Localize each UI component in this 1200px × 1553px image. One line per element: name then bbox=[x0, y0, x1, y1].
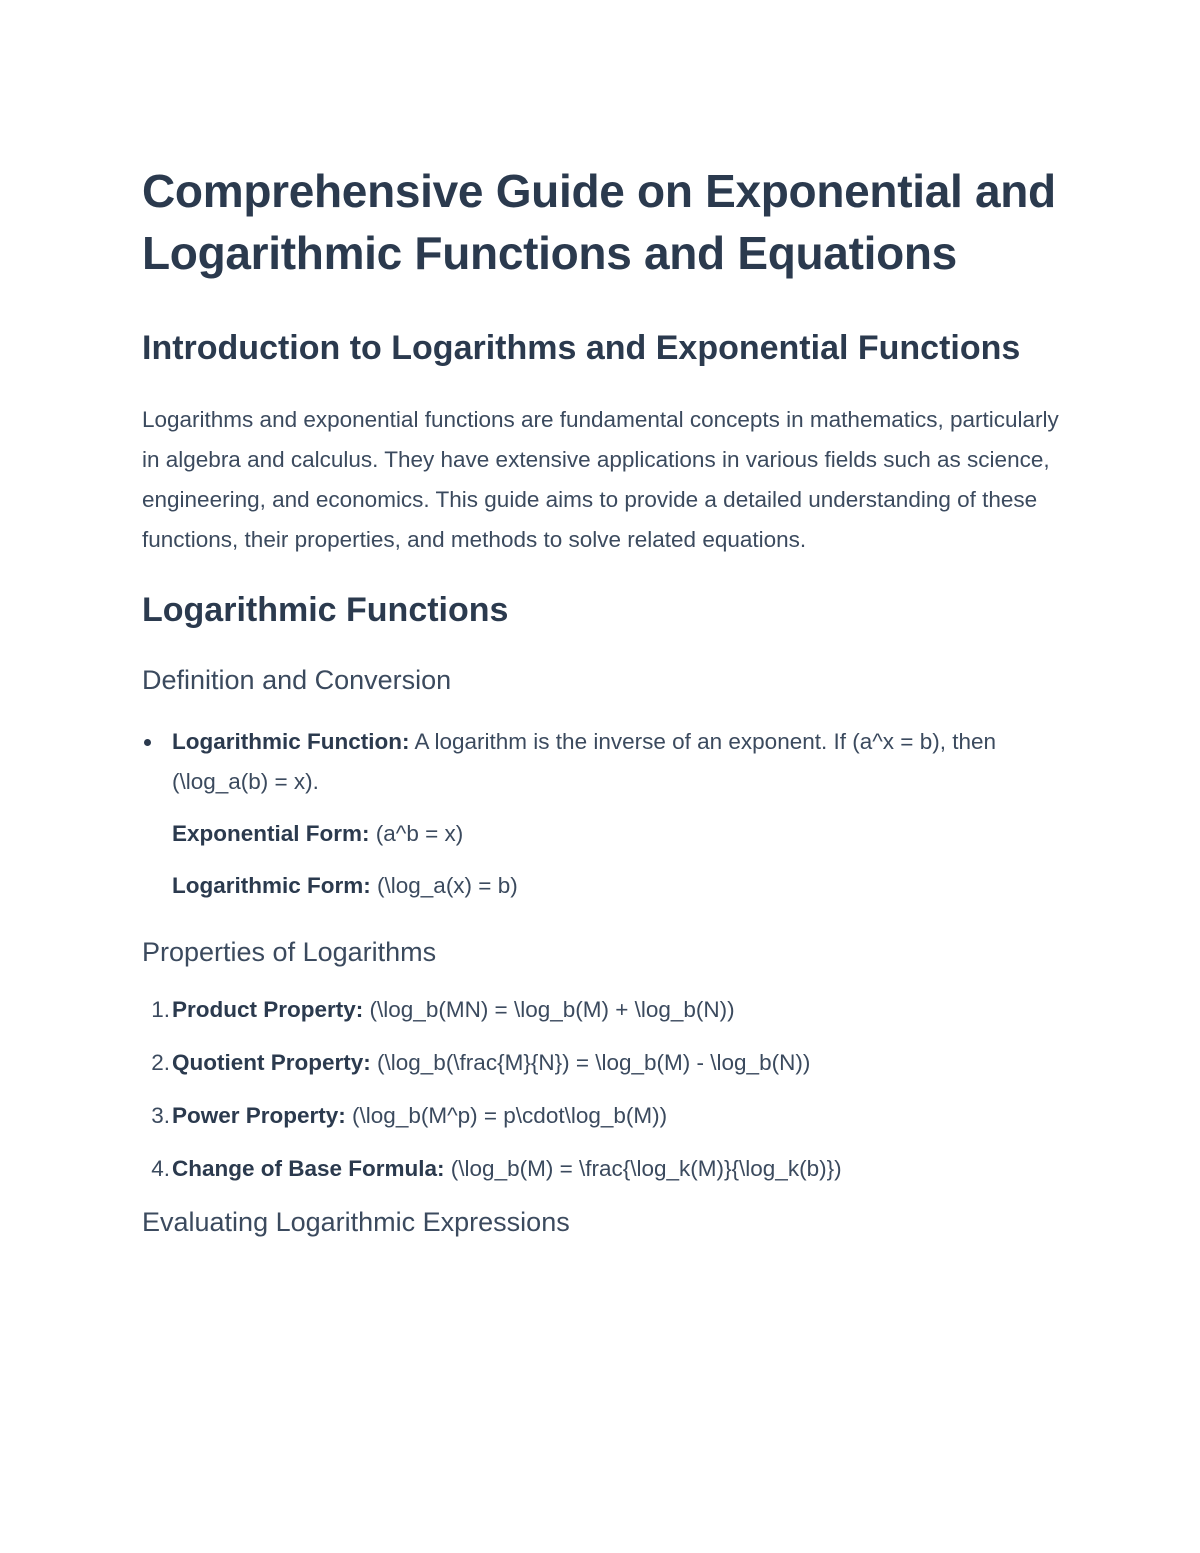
power-property-label: Power Property: bbox=[172, 1103, 346, 1128]
change-of-base-label: Change of Base Formula: bbox=[172, 1156, 445, 1181]
quotient-property-label: Quotient Property: bbox=[172, 1050, 371, 1075]
list-item bbox=[142, 1149, 1062, 1189]
logarithmic-form-label: Logarithmic Form: bbox=[172, 873, 371, 898]
product-property-label: Product Property: bbox=[172, 997, 364, 1022]
properties-list bbox=[142, 990, 1062, 1189]
list-number: 2. bbox=[151, 1050, 170, 1075]
document-title: Comprehensive Guide on Exponential and Logarithmic Functions and Equations bbox=[142, 165, 1056, 279]
list-item bbox=[142, 1043, 1062, 1083]
definition-list bbox=[142, 722, 1062, 802]
bullet-dot-icon bbox=[144, 739, 151, 746]
quotient-property-text: (\log_b(\frac{M}{N}) = \log_b(M) - \log_b(N)) bbox=[370, 1050, 811, 1075]
list-number: 1. bbox=[151, 997, 170, 1022]
logarithmic-function-label: Logarithmic Function: bbox=[172, 729, 410, 754]
exponential-form-label: Exponential Form: bbox=[172, 821, 370, 846]
list-item bbox=[142, 1096, 1062, 1136]
document-content bbox=[142, 160, 1062, 1242]
definition-heading: Definition and Conversion bbox=[142, 665, 452, 695]
evaluating-heading: Evaluating Logarithmic Expressions bbox=[142, 1207, 570, 1237]
logarithmic-form-text: (\log_a(x) = b) bbox=[370, 873, 518, 898]
power-property-text: (\log_b(M^p) = p\cdot\log_b(M)) bbox=[345, 1103, 668, 1128]
exponential-form-text: (a^b = x) bbox=[369, 821, 464, 846]
change-of-base-text: (\log_b(M) = \frac{\log_k(M)}{\log_k(b)}) bbox=[444, 1156, 842, 1181]
log-functions-heading: Logarithmic Functions bbox=[142, 591, 509, 629]
exponential-form-line bbox=[172, 814, 1062, 854]
list-item bbox=[142, 990, 1062, 1030]
intro-heading: Introduction to Logarithms and Exponential Functions bbox=[142, 329, 1021, 367]
intro-paragraph: Logarithms and exponential functions are fundamental concepts in mathematics, particularly in algebra and calculus. They have extensive applications in various fields such as science, engineering, and economics. This guide aims to provide a detailed understanding of these functions, their properties, and methods to solve related equations. bbox=[142, 407, 1059, 552]
logarithmic-form-line bbox=[172, 866, 1062, 906]
list-number: 4. bbox=[151, 1156, 170, 1181]
logarithmic-function-text: A logarithm is the inverse of an exponent. If (a^x = b), then (\log_a(b) = x). bbox=[172, 729, 997, 794]
list-number: 3. bbox=[151, 1103, 170, 1128]
list-item bbox=[142, 722, 1062, 802]
properties-heading: Properties of Logarithms bbox=[142, 937, 437, 967]
product-property-text: (\log_b(MN) = \log_b(M) + \log_b(N)) bbox=[363, 997, 735, 1022]
